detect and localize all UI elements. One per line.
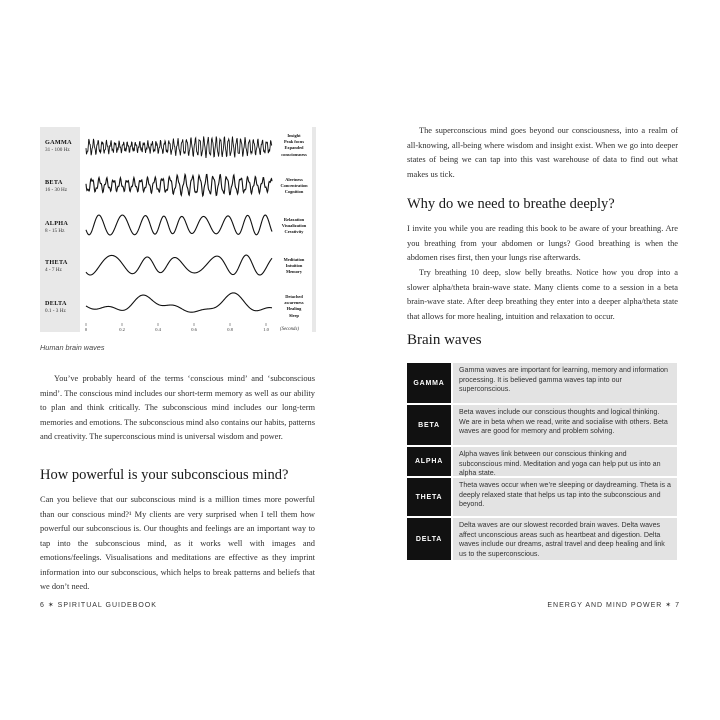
wave-name-cell: THETA [407, 478, 451, 516]
table-row-delta [407, 518, 677, 560]
table-row-alpha [407, 447, 677, 476]
desc-line: Meditation [283, 257, 305, 262]
desc-line: Detached [285, 294, 303, 299]
wave-desc-gamma [276, 133, 312, 158]
figure-caption: Human brain waves [40, 343, 105, 352]
wave-label-gamma [45, 139, 85, 153]
wave-traces [84, 127, 274, 327]
alpha-wave-trace [86, 215, 272, 235]
wave-desc-cell: Theta waves occur when we’re sleeping or daydreaming. Theta is a deeply relaxed state that helps us tap into the subconscious and beyond. [453, 478, 677, 516]
brain-waves-table [407, 363, 677, 562]
time-tick-label: 0.4 [155, 327, 161, 332]
wave-name-cell: ALPHA [407, 447, 451, 476]
time-tick-label: 0 [84, 327, 88, 332]
wave-frequency: 0.1 - 3 Hz [45, 308, 66, 314]
right-paragraph-1 [407, 124, 678, 182]
desc-line: Insight [287, 133, 301, 138]
desc-line: Healing [286, 306, 302, 312]
time-tick-label: 0.8 [227, 327, 233, 332]
desc-line: consciousness [281, 151, 307, 157]
paragraph-text: Try breathing 10 deep, slow belly breaths. Notice how you drop into a slower alpha/theta brain-wave state. Many clients come to a session in a beta brain-wave state. After deep breathing they enter into a deeper alpha/theta state that allows for more healing, intuition and relaxation to occur. [407, 268, 678, 321]
left-paragraph-1 [40, 372, 315, 445]
wave-label-theta [45, 259, 85, 273]
wave-frequency: 16 - 30 Hz [45, 187, 68, 193]
wave-name: THETA [45, 259, 68, 266]
desc-line: Visualization [281, 223, 307, 229]
wave-name: DELTA [45, 300, 67, 307]
paragraph-text: You’ve probably heard of the terms ‘conscious mind’ and ‘subconscious mind’. The conscious mind includes our short-term memory as well as our ability to plan and think critically. The subconscious mind includes our long-term memories and emotions. The subconscious mind also contains our habits, patterns and creativity. The superconscious mind is universal wisdom and power. [40, 374, 315, 441]
desc-line: Sleep [288, 312, 299, 318]
paragraph-text: I invite you while you are reading this book to be aware of your breathing. Are you breathing from your abdomen or lungs? Good breathing is when the abdomen rises first, then your lungs rise afterwards. [407, 224, 678, 262]
wave-label-delta [45, 300, 85, 314]
desc-line: Peak focus [283, 139, 305, 145]
wave-name-cell: GAMMA [407, 363, 451, 403]
wave-desc-theta [276, 257, 312, 276]
delta-wave-trace [86, 293, 272, 312]
time-tick-label: 1.0 [263, 327, 269, 332]
desc-line: Concentration [280, 183, 308, 189]
wave-name: GAMMA [45, 139, 72, 146]
beta-wave-trace [86, 174, 272, 195]
wave-name: BETA [45, 179, 63, 186]
desc-line: Intuition [285, 263, 303, 269]
time-tick-label: 0.6 [191, 327, 197, 332]
wave-desc-cell: Beta waves include our conscious thoughts and logical thinking. We are in beta when we read, write and socialise with others. Beta waves are good for memory and problem solving. [453, 405, 677, 445]
wave-label-alpha [45, 220, 85, 234]
desc-line: Cognition [284, 189, 304, 195]
right-page [360, 0, 720, 720]
wave-frequency: 8 - 15 Hz [45, 228, 65, 234]
desc-line: Expanded [284, 145, 304, 151]
wave-desc-cell: Delta waves are our slowest recorded brain waves. Delta waves affect unconscious areas such as heartbeat and digestion. Delta waves include our dreams, astral travel and deep healing and link us to the superconscious. [453, 518, 677, 560]
desc-line: Alertness [285, 177, 303, 182]
gamma-wave-trace [86, 136, 272, 158]
paragraph-text: The superconscious mind goes beyond our consciousness, into a realm of all-knowing, all-being where wisdom and insight exist. When we go into deeper states of being we can tap into this vast warehouse of data to find out what makes us tick. [407, 126, 678, 179]
right-paragraph-2 [407, 222, 678, 266]
wave-name-cell: BETA [407, 405, 451, 445]
brain-waves-heading: Brain waves [407, 332, 482, 348]
desc-line: Memory [285, 269, 303, 275]
right-section-heading: Why do we need to breathe deeply? [407, 196, 615, 212]
desc-line: Creativity [284, 229, 304, 235]
wave-desc-alpha [276, 217, 312, 236]
time-tick-label: 0.2 [119, 327, 125, 332]
brain-waves-figure [40, 127, 316, 332]
wave-desc-delta [276, 294, 312, 319]
right-paragraph-3 [407, 266, 678, 324]
time-unit-label: (Seconds) [280, 327, 299, 332]
left-page-footer: 6 ✶ SPIRITUAL GUIDEBOOK [40, 602, 157, 609]
paragraph-text: Can you believe that our subconscious mind is a million times more powerful than our conscious mind?¹ My clients are very surprised when I tell them how powerful our subconscious is. Our thoughts and feelings are an important way to tap into the subconscious mind, as it works well with images and emotions/feelings. Visualisations and meditations are effective as they imprint information into our subconscious, which helps to break patterns and beliefs that we don’t need. [40, 495, 315, 591]
wave-name: ALPHA [45, 220, 69, 227]
left-section-heading: How powerful is your subconscious mind? [40, 467, 289, 483]
table-row-gamma [407, 363, 677, 403]
right-page-footer: ENERGY AND MIND POWER ✶ 7 [547, 602, 680, 609]
wave-desc-cell: Gamma waves are important for learning, memory and information processing. It is believed gamma waves tap into our superconscious. [453, 363, 677, 403]
wave-desc-cell: Alpha waves link between our conscious thinking and subconscious mind. Meditation and yoga can help put us into an alpha state. [453, 447, 677, 476]
wave-frequency: 31 - 100 Hz [45, 147, 70, 153]
desc-line: Relaxation [283, 217, 305, 222]
left-paragraph-2 [40, 493, 315, 595]
wave-name-cell: DELTA [407, 518, 451, 560]
wave-frequency: 4 - 7 Hz [45, 267, 62, 273]
table-row-beta [407, 405, 677, 445]
wave-label-beta [45, 179, 85, 193]
wave-desc-beta [276, 177, 312, 196]
desc-line: awareness [284, 300, 304, 306]
table-row-theta [407, 478, 677, 516]
theta-wave-trace [86, 255, 272, 275]
